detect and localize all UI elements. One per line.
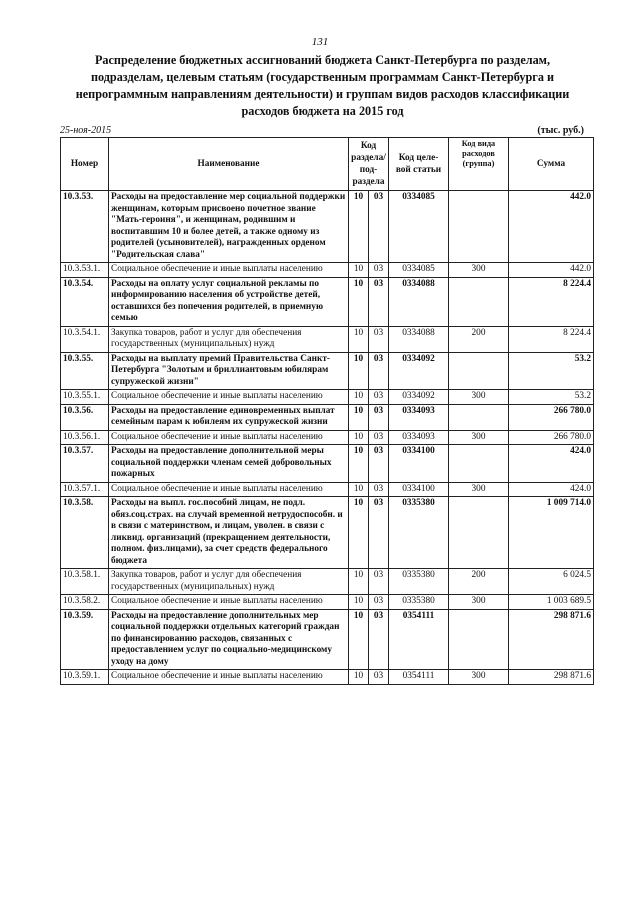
row-number: 10.3.54. (61, 277, 109, 326)
row-subsection: 03 (369, 277, 389, 326)
row-name: Закупка товаров, работ и услуг для обеспечения государственных (муниципальных) нужд (109, 569, 349, 595)
row-section: 10 (349, 497, 369, 569)
row-expense-type: 300 (449, 390, 509, 405)
row-section: 10 (349, 670, 369, 685)
table-row (61, 277, 594, 326)
row-name: Социальное обеспечение и иные выплаты населению (109, 390, 349, 405)
row-section: 10 (349, 390, 369, 405)
row-section: 10 (349, 445, 369, 483)
table-row (61, 326, 594, 352)
row-name: Социальное обеспечение и иные выплаты населению (109, 670, 349, 685)
page-number: 131 (311, 36, 329, 48)
row-subsection: 03 (369, 430, 389, 445)
row-number: 10.3.54.1. (61, 326, 109, 352)
row-name: Закупка товаров, работ и услуг для обеспечения государственных (муниципальных) нужд (109, 326, 349, 352)
header-amount: Сумма (509, 138, 594, 191)
row-amount: 298 871.6 (509, 609, 594, 670)
row-name: Расходы на выпл. гос.пособий лицам, не подл. обяз.соц.страх. на случай временной нетрудоспособн. и в связи с материнством, и лицам, уволен. в связи с ликвид. организаций (прекращением деятельности, полном. физ.лицами), за счет средств федерального бюджета (109, 497, 349, 569)
row-section: 10 (349, 277, 369, 326)
row-section: 10 (349, 404, 369, 430)
row-target-code: 0335380 (389, 569, 449, 595)
row-subsection: 03 (369, 445, 389, 483)
document-date: 25-ноя-2015 (60, 125, 112, 136)
row-number: 10.3.57.1. (61, 482, 109, 497)
row-subsection: 03 (369, 497, 389, 569)
row-target-code: 0354111 (389, 670, 449, 685)
table-row (61, 191, 594, 263)
budget-table (60, 137, 594, 685)
row-number: 10.3.56.1. (61, 430, 109, 445)
table-row (61, 352, 594, 390)
row-target-code: 0334085 (389, 263, 449, 278)
row-section: 10 (349, 609, 369, 670)
row-expense-type: 200 (449, 326, 509, 352)
header-number: Номер (61, 138, 109, 191)
row-name: Расходы на предоставление мер социальной поддержки женщинам, которым присвоено почетное звание "Мать-героиня", и женщинам, родившим и воспитавшим 10 и более детей, а также одному из родителей (усыновителей), награжденных орденом "Родительская слава" (109, 191, 349, 263)
row-section: 10 (349, 326, 369, 352)
table-row (61, 445, 594, 483)
header-section-code: Код раздела/ под- раздела (349, 138, 389, 191)
row-target-code: 0334093 (389, 404, 449, 430)
row-target-code: 0334092 (389, 390, 449, 405)
row-expense-type (449, 609, 509, 670)
row-section: 10 (349, 595, 369, 610)
row-amount: 266 780.0 (509, 404, 594, 430)
row-number: 10.3.59. (61, 609, 109, 670)
row-expense-type: 300 (449, 482, 509, 497)
row-expense-type (449, 352, 509, 390)
row-target-code: 0335380 (389, 595, 449, 610)
row-section: 10 (349, 191, 369, 263)
row-name: Расходы на предоставление дополнительных мер социальной поддержки отдельных категорий граждан по финансированию расходов, связанных с предоставлением услуг по социально-медицинскому уходу на дому (109, 609, 349, 670)
row-amount: 53.2 (509, 390, 594, 405)
row-number: 10.3.58.1. (61, 569, 109, 595)
row-section: 10 (349, 352, 369, 390)
row-subsection: 03 (369, 482, 389, 497)
row-section: 10 (349, 482, 369, 497)
table-row (61, 482, 594, 497)
row-expense-type (449, 497, 509, 569)
row-subsection: 03 (369, 326, 389, 352)
row-amount: 424.0 (509, 482, 594, 497)
row-subsection: 03 (369, 263, 389, 278)
row-amount: 8 224.4 (509, 277, 594, 326)
row-target-code: 0334085 (389, 191, 449, 263)
header-target-code: Код целе- вой статьи (389, 138, 449, 191)
row-number: 10.3.57. (61, 445, 109, 483)
row-subsection: 03 (369, 609, 389, 670)
row-section: 10 (349, 430, 369, 445)
table-row (61, 595, 594, 610)
table-row (61, 609, 594, 670)
document-title: Распределение бюджетных ассигнований бюджета Санкт-Петербурга по разделам, подразделам, целевым статьям (государственным программам Санкт-Петербурга и непрограммным направлениям деятельности) и группам видов расходов классификации расходов бюджета на 2015 год (75, 53, 570, 118)
row-subsection: 03 (369, 595, 389, 610)
row-amount: 266 780.0 (509, 430, 594, 445)
row-amount: 298 871.6 (509, 670, 594, 685)
row-expense-type (449, 277, 509, 326)
row-expense-type (449, 404, 509, 430)
row-name: Расходы на оплату услуг социальной рекламы по информированию населения об устройстве детей, оставшихся без попечения родителей, в приемную семью (109, 277, 349, 326)
table-row (61, 263, 594, 278)
row-section: 10 (349, 263, 369, 278)
row-target-code: 0354111 (389, 609, 449, 670)
table-row (61, 569, 594, 595)
row-target-code: 0335380 (389, 497, 449, 569)
table-row (61, 430, 594, 445)
row-target-code: 0334088 (389, 277, 449, 326)
row-name: Социальное обеспечение и иные выплаты населению (109, 430, 349, 445)
table-row (61, 497, 594, 569)
row-section: 10 (349, 569, 369, 595)
row-expense-type: 300 (449, 263, 509, 278)
row-name: Социальное обеспечение и иные выплаты населению (109, 595, 349, 610)
row-subsection: 03 (369, 191, 389, 263)
table-header-row (61, 138, 594, 191)
row-target-code: 0334100 (389, 482, 449, 497)
row-expense-type (449, 445, 509, 483)
row-amount: 1 009 714.0 (509, 497, 594, 569)
row-expense-type: 300 (449, 430, 509, 445)
table-row (61, 390, 594, 405)
row-expense-type: 300 (449, 595, 509, 610)
table-body (61, 191, 594, 685)
row-name: Расходы на предоставление дополнительной меры социальной поддержки членам семей добровольных пожарных (109, 445, 349, 483)
row-number: 10.3.55. (61, 352, 109, 390)
row-number: 10.3.58. (61, 497, 109, 569)
row-amount: 6 024.5 (509, 569, 594, 595)
table-row (61, 404, 594, 430)
table-row (61, 670, 594, 685)
units-label: (тыс. руб.) (537, 125, 584, 136)
row-subsection: 03 (369, 390, 389, 405)
row-target-code: 0334088 (389, 326, 449, 352)
row-name: Расходы на выплату премий Правительства Санкт-Петербурга "Золотым и бриллиантовым юбилярам супружеской жизни" (109, 352, 349, 390)
row-number: 10.3.56. (61, 404, 109, 430)
row-name: Социальное обеспечение и иные выплаты населению (109, 482, 349, 497)
row-subsection: 03 (369, 670, 389, 685)
row-number: 10.3.55.1. (61, 390, 109, 405)
row-target-code: 0334092 (389, 352, 449, 390)
row-amount: 424.0 (509, 445, 594, 483)
row-name: Расходы на предоставление единовременных выплат семейным парам к юбилеям их супружеской жизни (109, 404, 349, 430)
row-number: 10.3.53. (61, 191, 109, 263)
row-expense-type: 300 (449, 670, 509, 685)
row-amount: 53.2 (509, 352, 594, 390)
row-expense-type (449, 191, 509, 263)
row-number: 10.3.58.2. (61, 595, 109, 610)
row-number: 10.3.53.1. (61, 263, 109, 278)
row-subsection: 03 (369, 569, 389, 595)
row-subsection: 03 (369, 352, 389, 390)
row-number: 10.3.59.1. (61, 670, 109, 685)
row-amount: 1 003 689.5 (509, 595, 594, 610)
row-amount: 442.0 (509, 191, 594, 263)
row-expense-type: 200 (449, 569, 509, 595)
row-target-code: 0334093 (389, 430, 449, 445)
row-subsection: 03 (369, 404, 389, 430)
header-name: Наименование (109, 138, 349, 191)
header-expense-type: Код вида расходов (группа) (449, 138, 509, 191)
row-name: Социальное обеспечение и иные выплаты населению (109, 263, 349, 278)
row-amount: 442.0 (509, 263, 594, 278)
row-target-code: 0334100 (389, 445, 449, 483)
row-amount: 8 224.4 (509, 326, 594, 352)
